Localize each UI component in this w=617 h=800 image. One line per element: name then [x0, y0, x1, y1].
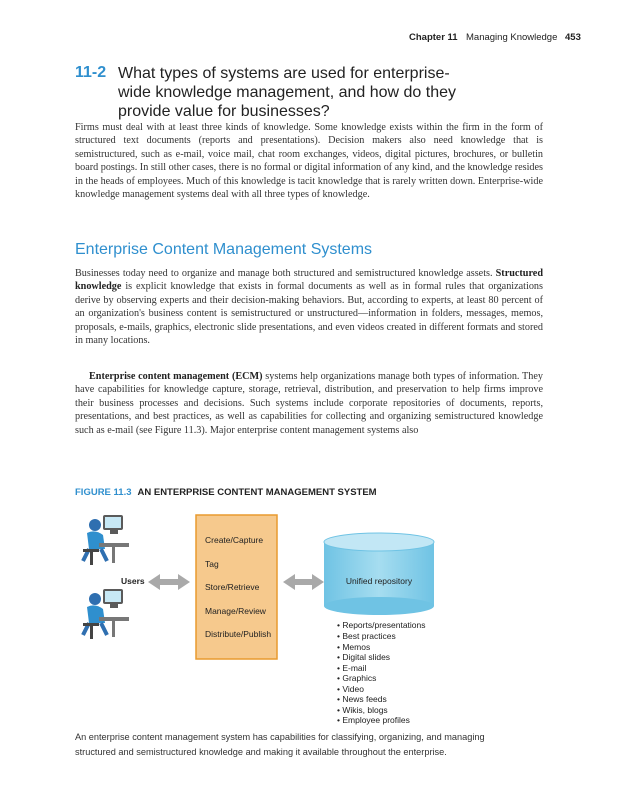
paragraph-structured-knowledge: [75, 267, 543, 347]
section-heading: What types of systems are used for enterprise-wide knowledge management, and how do they provide value for businesses?: [118, 65, 456, 120]
double-arrow-right-icon: [283, 574, 324, 590]
repository-items: [337, 620, 426, 725]
chapter-number: Chapter 11: [409, 32, 458, 43]
paragraph-text: is explicit knowledge that exists in formal documents as well as in formal rules that organizations derive by observing experts and their decision-making behaviors. But, according to experts, at least 80 percent of an organization's business content is semistructured or unstructured—information in folders, messages, memos, proposals, e-mails, graphics, electronic slide presentations, and even videos created in different formats and stored in many locations.: [75, 281, 543, 347]
repository-item: • Wikis, blogs: [337, 705, 388, 715]
chapter-title: Managing Knowledge: [466, 32, 558, 43]
process-step: Distribute/Publish: [205, 629, 272, 639]
repository-item: • Video: [337, 684, 364, 694]
figure-label: [75, 487, 377, 498]
ecm-diagram: [75, 505, 545, 725]
running-header: [0, 32, 617, 46]
paragraph-ecm: [75, 370, 543, 437]
repository-label: Unified repository: [345, 576, 413, 586]
page-number: 453: [565, 32, 581, 43]
figure-title: AN ENTERPRISE CONTENT MANAGEMENT SYSTEM: [137, 487, 377, 498]
key-term: Enterprise content management (ECM): [89, 371, 263, 382]
repository-item: • News feeds: [337, 694, 387, 704]
repository-item: • Memos: [337, 642, 371, 652]
repository-item: • E-mail: [337, 663, 367, 673]
users-label: Users: [121, 576, 145, 586]
double-arrow-left-icon: [148, 574, 190, 590]
user-bottom-icon: [83, 589, 129, 639]
process-step: Create/Capture: [205, 535, 264, 545]
repository-item: • Graphics: [337, 673, 377, 683]
process-step: Tag: [205, 559, 219, 569]
process-step: Manage/Review: [205, 606, 266, 616]
repository-item: • Reports/presentations: [337, 620, 426, 630]
subheading-ecm: Enterprise Content Management Systems: [75, 241, 373, 258]
paragraph-text: systems help organizations manage both types of information. They have capabilities for knowledge capture, storage, retrieval, distribution, and preservation to help firms improve their business processes and decisions. Such systems include corporate repositories of documents, reports, presentations, and best practices, as well as capabilities for collecting and organizing semistructured knowledge such as e-mail (see Figure 11.3). Major enterprise content management systems also: [75, 371, 543, 436]
repository-item: • Digital slides: [337, 652, 391, 662]
repository-item: • Employee profiles: [337, 715, 410, 725]
repository-item: • Best practices: [337, 631, 396, 641]
paragraph-text: Businesses today need to organize and manage both structured and semistructured knowledge assets.: [75, 268, 496, 279]
key-term: Structured knowledge: [75, 268, 543, 293]
figure-caption: An enterprise content management system has capabilities for classifying, organizing, and managing structured and semistructured knowledge and making it available throughout the enterprise.: [75, 732, 485, 757]
paragraph-knowledge-types: Firms must deal with at least three kinds of knowledge. Some knowledge exists within the firm in the form of structured text documents (reports and presentations). Decision makers also need knowledge that is semistructured, such as e-mail, voice mail, chat room exchanges, videos, digital pictures, brochures, or bulletin board postings. In still other cases, there is no formal or digital information of any kind, and the knowledge resides in the heads of employees. Much of this knowledge is tacit knowledge that is rarely written down. Enterprise-wide knowledge management systems deal with all three types of knowledge.: [75, 122, 543, 201]
user-top-icon: [83, 515, 129, 565]
figure-number: FIGURE 11.3: [75, 487, 132, 498]
process-step: Store/Retrieve: [205, 582, 260, 592]
repository-cylinder: [324, 533, 434, 615]
section-number: 11-2: [75, 64, 107, 81]
